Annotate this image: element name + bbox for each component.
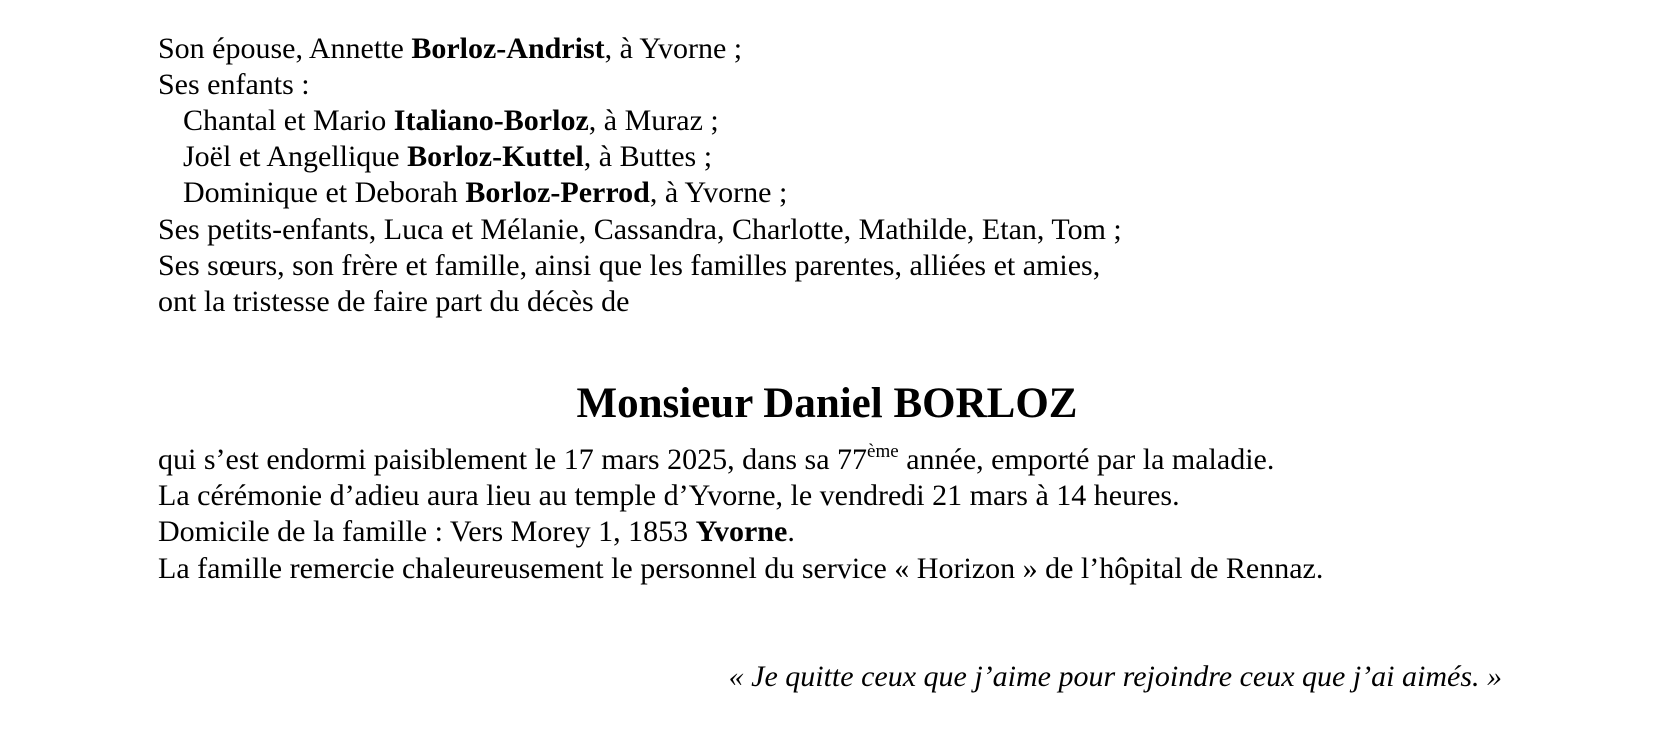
child-place: , à Muraz ; [588,104,719,137]
siblings-line: Ses sœurs, son frère et famille, ainsi que les familles parentes, alliées et amies, [158,249,1101,282]
child-place: , à Buttes ; [583,140,713,173]
thanks-line: La famille remercie chaleureusement le personnel du service « Horizon » de l’hôpital de Rennaz. [158,552,1324,585]
spouse-surname: Borloz-Andrist [411,32,605,65]
spouse-text: Son épouse, Annette [158,32,412,65]
child-names: Dominique et Deborah [183,176,466,209]
death-line [158,441,1274,479]
domicile-city: Yvorne [695,515,788,548]
spouse-place: , à Yvorne ; [604,32,743,65]
spouse-line [158,30,742,68]
ceremony-line: La cérémonie d’adieu aura lieu au temple d’Yvorne, le vendredi 21 mars à 14 heures. [158,479,1180,512]
death-text-end: année, emporté par la maladie. [898,443,1275,476]
child-surname: Borloz-Perrod [465,176,650,209]
child-line [183,174,787,212]
child-line [183,138,712,176]
child-surname: Italiano-Borloz [393,104,589,137]
child-names: Joël et Angellique [183,140,408,173]
death-text: qui s’est endormi paisiblement le 17 mars 2025, dans sa 77 [158,443,868,476]
domicile-address: Domicile de la famille : Vers Morey 1, 1853 [158,515,696,548]
domicile-period: . [787,515,795,548]
closing-quote: « Je quitte ceux que j’aime pour rejoindre ceux que j’ai aimés. » [728,660,1502,693]
domicile-line [158,513,795,551]
child-names: Chantal et Mario [183,104,394,137]
child-line [183,102,719,140]
intro-line: ont la tristesse de faire part du décès de [158,285,630,318]
child-surname: Borloz-Kuttel [407,140,584,173]
grandchildren-line: Ses petits-enfants, Luca et Mélanie, Cassandra, Charlotte, Mathilde, Etan, Tom ; [158,213,1122,246]
ordinal-suffix: ème [867,441,899,462]
child-place: , à Yvorne ; [649,176,788,209]
deceased-name: Monsieur Daniel BORLOZ [576,380,1078,427]
children-heading: Ses enfants : [158,68,310,101]
